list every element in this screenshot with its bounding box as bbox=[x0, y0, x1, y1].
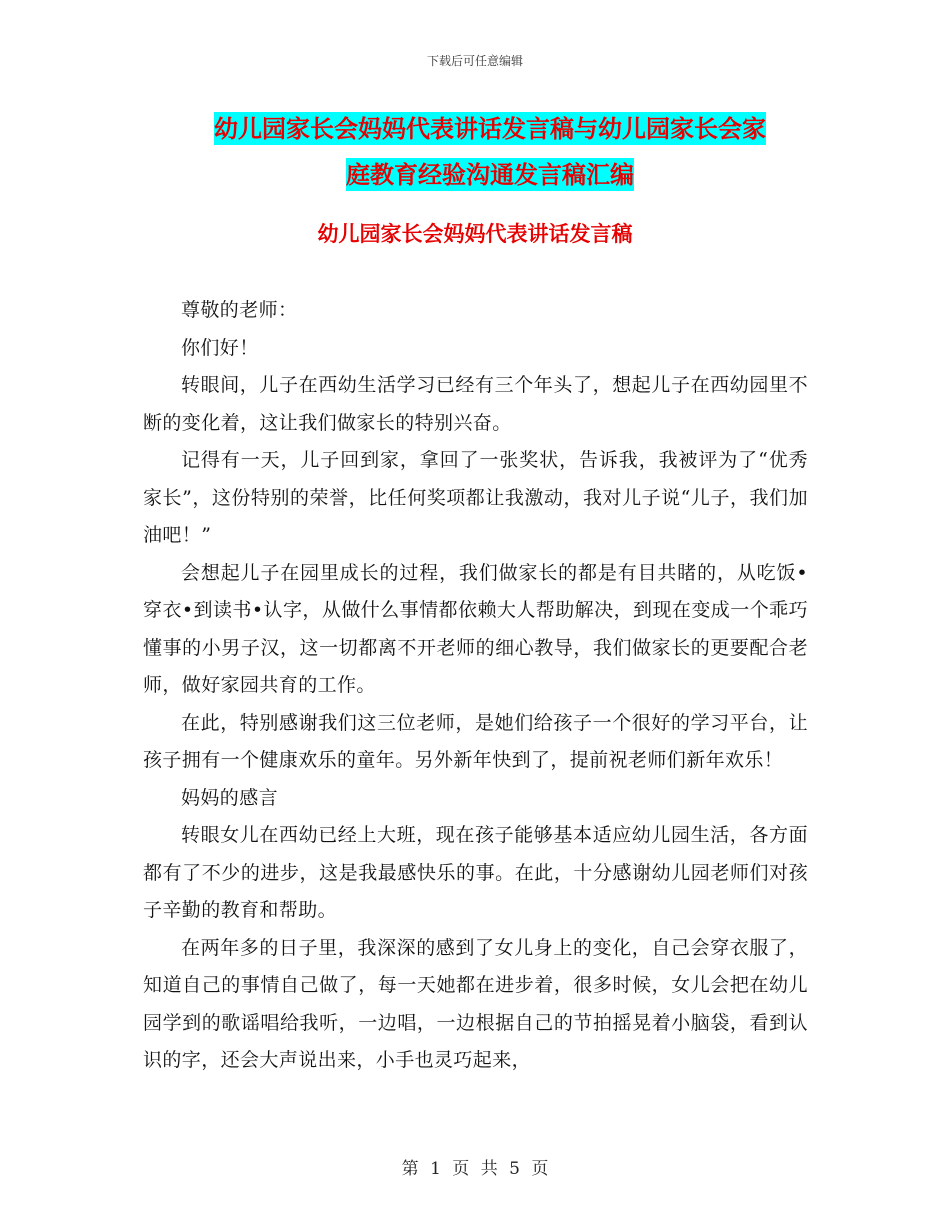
body-text bbox=[143, 292, 808, 1080]
paragraph: 记得有一天，儿子回到家，拿回了一张奖状，告诉我，我被评为了“优秀家长”，这份特别的荣誉，比任何奖项都让我激动，我对儿子说“儿子，我们加油吧！” bbox=[143, 449, 808, 546]
paragraph: 妈妈的感言 bbox=[181, 786, 279, 809]
document-title-line-2: 庭教育经验沟通发言稿汇编 bbox=[346, 160, 634, 189]
paragraph: 尊敬的老师： bbox=[181, 299, 298, 321]
paragraph: 转眼女儿在西幼已经上大班，现在孩子能够基本适应幼儿园生活，各方面都有了不少的进步，这是我最感快乐的事。在此，十分感谢幼儿园老师们对孩子辛勤的教育和帮助。 bbox=[143, 824, 808, 921]
paragraph: 转眼间，儿子在西幼生活学习已经有三个年头了，想起儿子在西幼园里不断的变化着，这让我们做家长的特别兴奋。 bbox=[143, 374, 808, 434]
document-title-line-1: 幼儿园家长会妈妈代表讲话发言稿与幼儿园家长会家 bbox=[214, 114, 766, 143]
page-number-footer: 第 1 页 共 5 页 bbox=[401, 1159, 549, 1179]
paragraph: 在两年多的日子里，我深深的感到了女儿身上的变化，自己会穿衣服了，知道自己的事情自己做了，每一天她都在进步着，很多时候，女儿会把在幼儿园学到的歌谣唱给我听，一边唱，一边根据自己的节拍摇晃着小脑袋，看到认识的字，还会大声说出来，小手也灵巧起来， bbox=[143, 936, 808, 1071]
section-title: 幼儿园家长会妈妈代表讲话发言稿 bbox=[317, 221, 633, 246]
document-title bbox=[140, 106, 840, 198]
paragraph: 会想起儿子在园里成长的过程，我们做家长的都是有目共睹的，从吃饭•穿衣•到读书•认字，从做什么事情都依赖大人帮助解决，到现在变成一个乖巧懂事的小男子汉，这一切都离不开老师的细心教导，我们做家长的更要配合老师，做好家园共育的工作。 bbox=[143, 561, 808, 696]
paragraph: 在此，特别感谢我们这三位老师，是她们给孩子一个很好的学习平台，让孩子拥有一个健康欢乐的童年。另外新年快到了，提前祝老师们新年欢乐！ bbox=[143, 711, 808, 771]
header-note: 下载后可任意编辑 bbox=[426, 54, 523, 68]
paragraph: 你们好！ bbox=[181, 336, 259, 359]
